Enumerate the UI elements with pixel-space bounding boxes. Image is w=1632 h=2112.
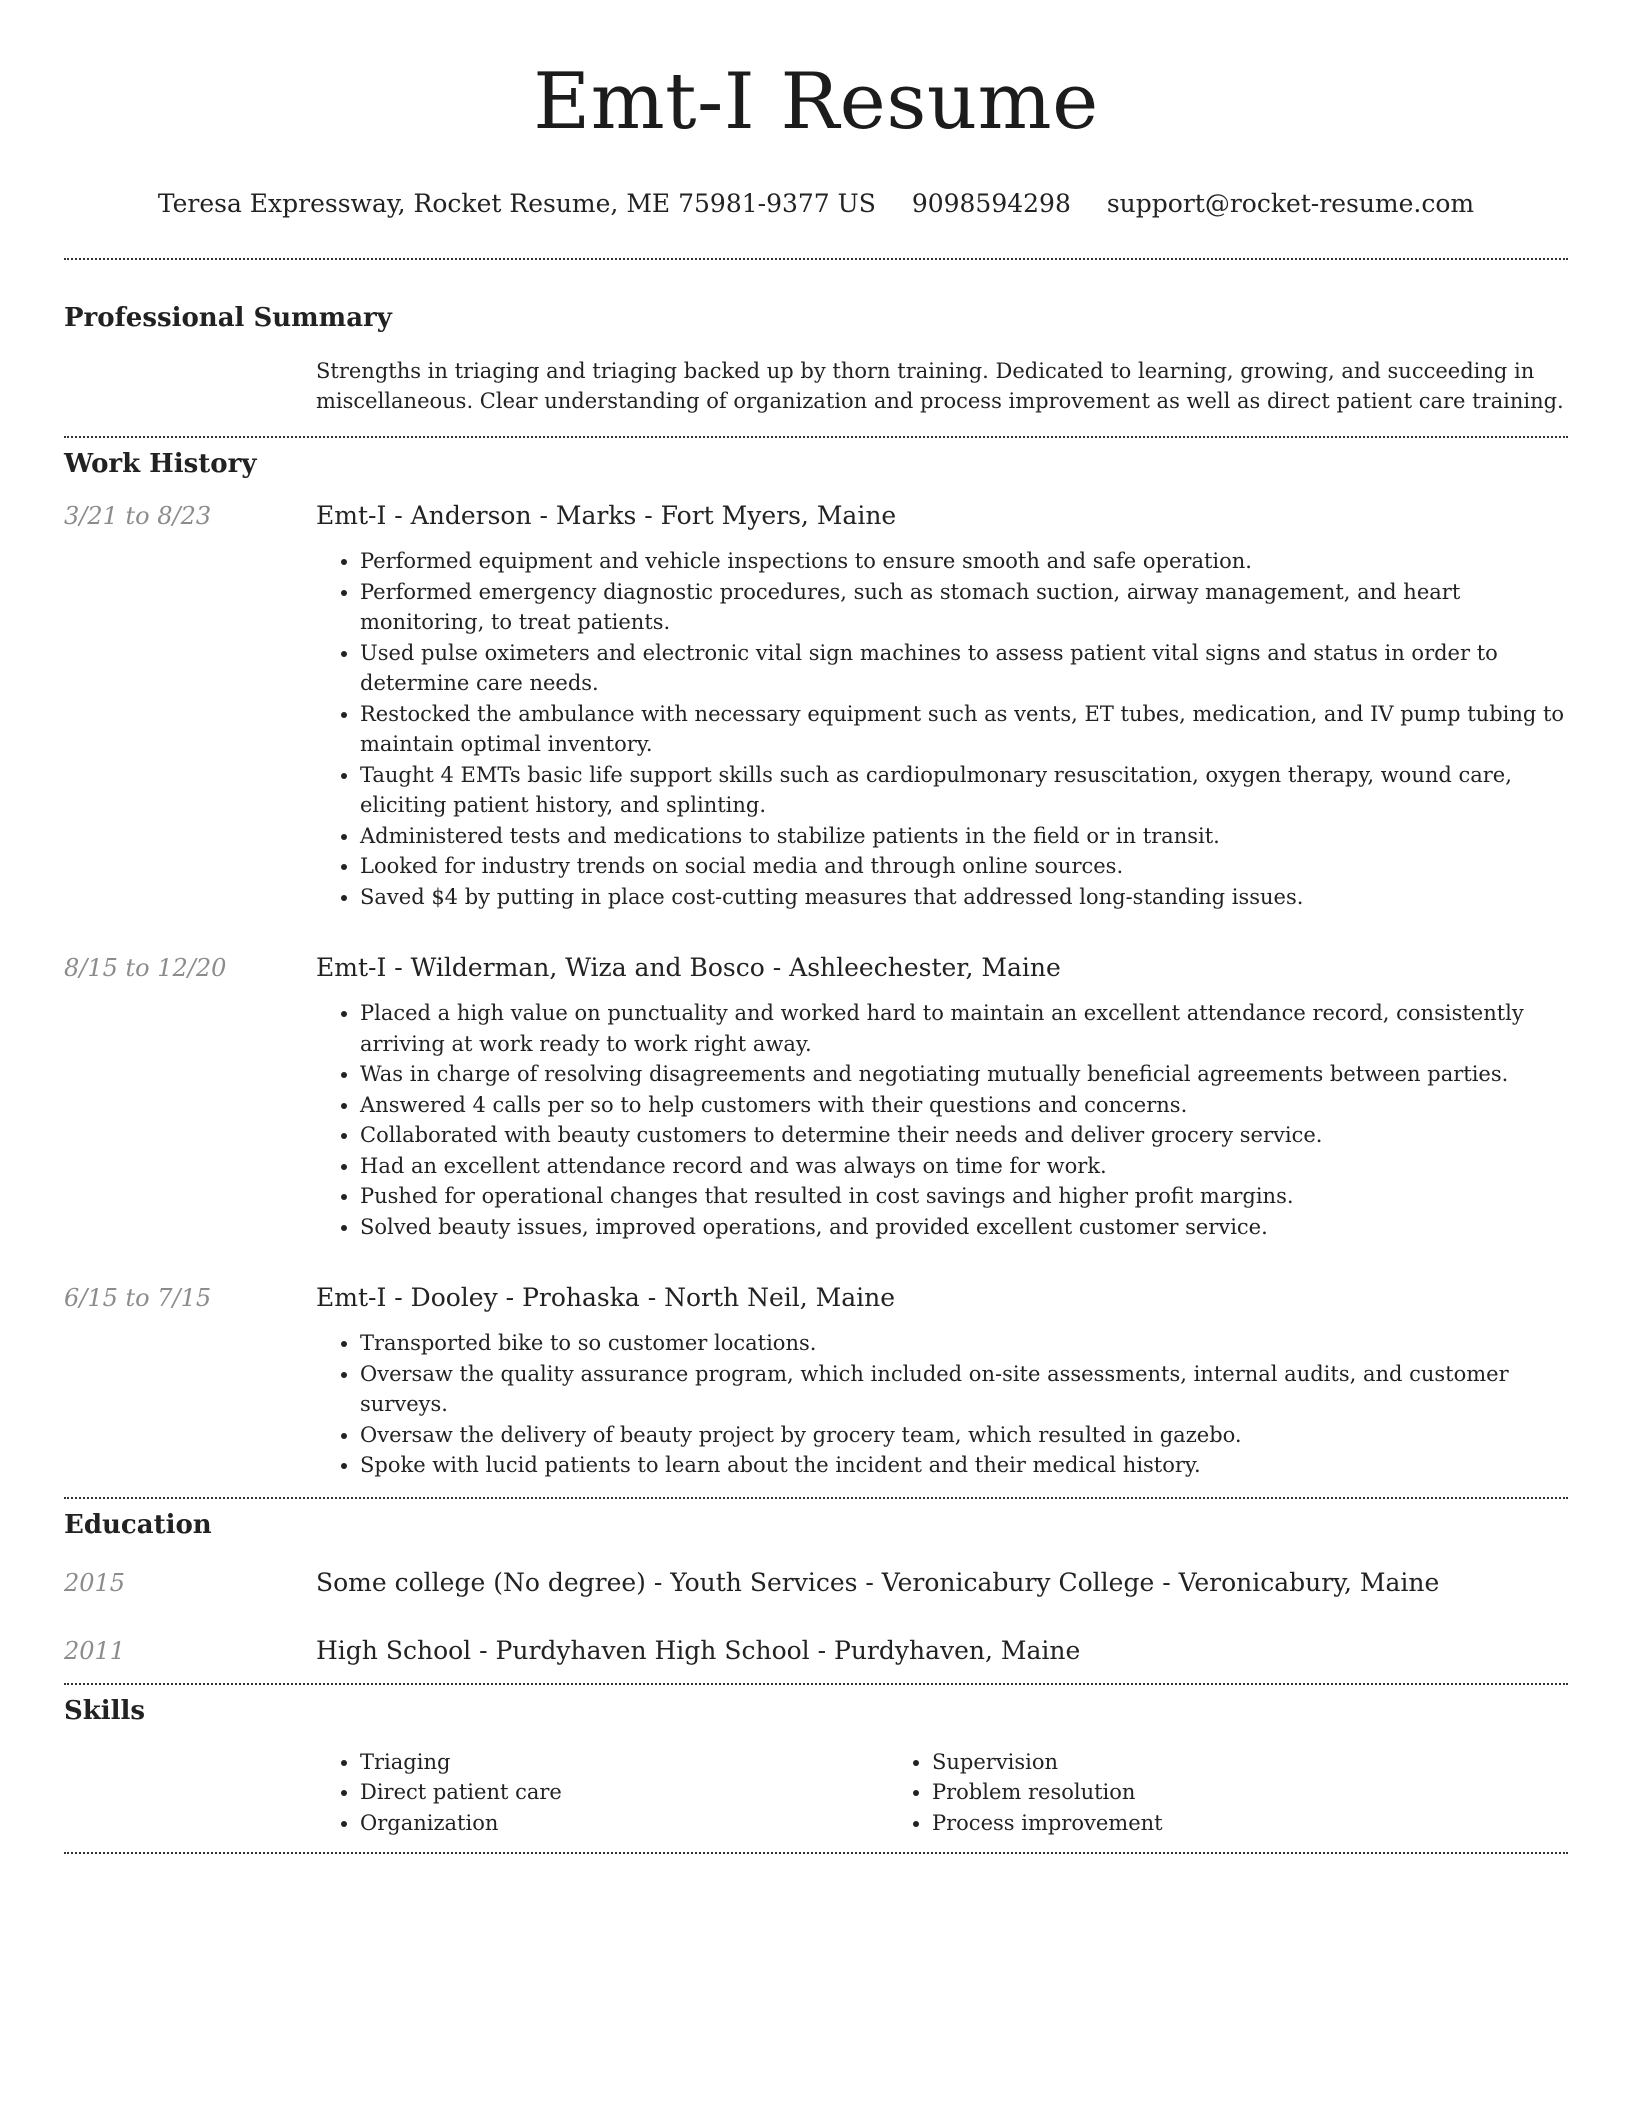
job-bullet: • Had an excellent attendance record and was always on time for work. — [360, 1151, 1568, 1182]
job-bullet: • Administered tests and medications to stabilize patients in the field or in transit. — [360, 821, 1568, 852]
education-section — [64, 1499, 1568, 1667]
skill-item: • Organization — [360, 1808, 888, 1839]
contact-email[interactable]: support@rocket-resume.com — [1106, 189, 1475, 218]
job-bullet: • Performed equipment and vehicle inspections to ensure smooth and safe operation. — [360, 546, 1568, 577]
job-bullets — [316, 1328, 1568, 1481]
skills-columns — [316, 1747, 1568, 1839]
job-bullet: • Performed emergency diagnostic procedures, such as stomach suction, airway management, and heart monitoring, to treat patients. — [360, 577, 1568, 638]
job-bullet: • Spoke with lucid patients to learn about the incident and their medical history. — [360, 1450, 1568, 1481]
skill-item: • Triaging — [360, 1747, 888, 1778]
skills-list-left — [316, 1747, 888, 1839]
skill-item: • Process improvement — [932, 1808, 1460, 1839]
job-dates: 6/15 to 7/15 — [64, 1284, 212, 1312]
skills-section — [64, 1685, 1568, 1839]
job-body — [316, 952, 1568, 1242]
job-entry — [64, 1282, 1568, 1481]
work-history-title: Work History — [64, 449, 257, 479]
job-bullet: • Looked for industry trends on social media and through online sources. — [360, 851, 1568, 882]
job-bullets — [316, 546, 1568, 912]
job-bullet: • Oversaw the delivery of beauty project by grocery team, which resulted in gazebo. — [360, 1420, 1568, 1451]
job-body — [316, 1282, 1568, 1481]
summary-title: Professional Summary — [64, 303, 392, 333]
job-bullet: • Was in charge of resolving disagreements and negotiating mutually beneficial agreements between parties. — [360, 1059, 1568, 1090]
contact-address: Teresa Expressway, Rocket Resume, ME 75981-9377 US — [157, 189, 876, 218]
job-bullet: • Transported bike to so customer locations. — [360, 1328, 1568, 1359]
job-bullet: • Placed a high value on punctuality and worked hard to maintain an excellent attendance record, consistently arriving at work ready to work right away. — [360, 998, 1568, 1059]
job-heading: Emt-I - Dooley - Prohaska - North Neil, Maine — [316, 1283, 896, 1312]
education-heading: Some college (No degree) - Youth Services - Veronicabury College - Veronicabury, Maine — [316, 1567, 1440, 1597]
job-bullet: • Oversaw the quality assurance program, which included on-site assessments, internal audits, and customer surveys. — [360, 1359, 1568, 1420]
education-year: 2015 — [64, 1568, 126, 1597]
contact-phone: 9098594298 — [911, 189, 1071, 218]
job-bullet: • Saved $4 by putting in place cost-cutting measures that addressed long-standing issues. — [360, 882, 1568, 913]
contact-line — [64, 188, 1568, 220]
education-title: Education — [64, 1509, 212, 1540]
job-bullet: • Answered 4 calls per so to help customers with their questions and concerns. — [360, 1090, 1568, 1121]
skills-list-right — [888, 1747, 1460, 1839]
job-entry — [64, 952, 1568, 1242]
skill-item: • Supervision — [932, 1747, 1460, 1778]
job-dates: 8/15 to 12/20 — [64, 954, 227, 982]
resume-title: Emt-I Resume — [533, 57, 1099, 147]
section-divider — [64, 1852, 1568, 1854]
skills-title: Skills — [64, 1695, 146, 1726]
job-bullets — [316, 998, 1568, 1242]
job-heading: Emt-I - Anderson - Marks - Fort Myers, Maine — [316, 501, 897, 530]
work-history-section — [64, 438, 1568, 1481]
job-bullet: • Restocked the ambulance with necessary equipment such as vents, ET tubes, medication, and IV pump tubing to maintain optimal inventory. — [360, 699, 1568, 760]
education-entry — [64, 1635, 1568, 1667]
job-heading: Emt-I - Wilderman, Wiza and Bosco - Ashleechester, Maine — [316, 953, 1061, 982]
skill-item: • Problem resolution — [932, 1777, 1460, 1808]
education-entry — [64, 1567, 1568, 1599]
job-bullet: • Solved beauty issues, improved operations, and provided excellent customer service. — [360, 1212, 1568, 1243]
job-bullet: • Used pulse oximeters and electronic vital sign machines to assess patient vital signs and status in order to determine care needs. — [360, 638, 1568, 699]
job-bullet: • Pushed for operational changes that resulted in cost savings and higher profit margins. — [360, 1181, 1568, 1212]
job-dates: 3/21 to 8/23 — [64, 502, 212, 530]
job-bullet: • Taught 4 EMTs basic life support skills such as cardiopulmonary resuscitation, oxygen therapy, wound care, eliciting patient history, and splinting. — [360, 760, 1568, 821]
job-body — [316, 500, 1568, 912]
summary-text: Strengths in triaging and triaging backed up by thorn training. Dedicated to learning, growing, and succeeding in miscellaneous. Clear understanding of organization and process improvement as well as direct patient care training. — [316, 359, 1564, 413]
job-bullet: • Collaborated with beauty customers to determine their needs and deliver grocery service. — [360, 1120, 1568, 1151]
summary-section — [64, 260, 1568, 416]
education-heading: High School - Purdyhaven High School - Purdyhaven, Maine — [316, 1635, 1081, 1665]
job-entry — [64, 500, 1568, 912]
skill-item: • Direct patient care — [360, 1777, 888, 1808]
education-year: 2011 — [64, 1636, 126, 1665]
